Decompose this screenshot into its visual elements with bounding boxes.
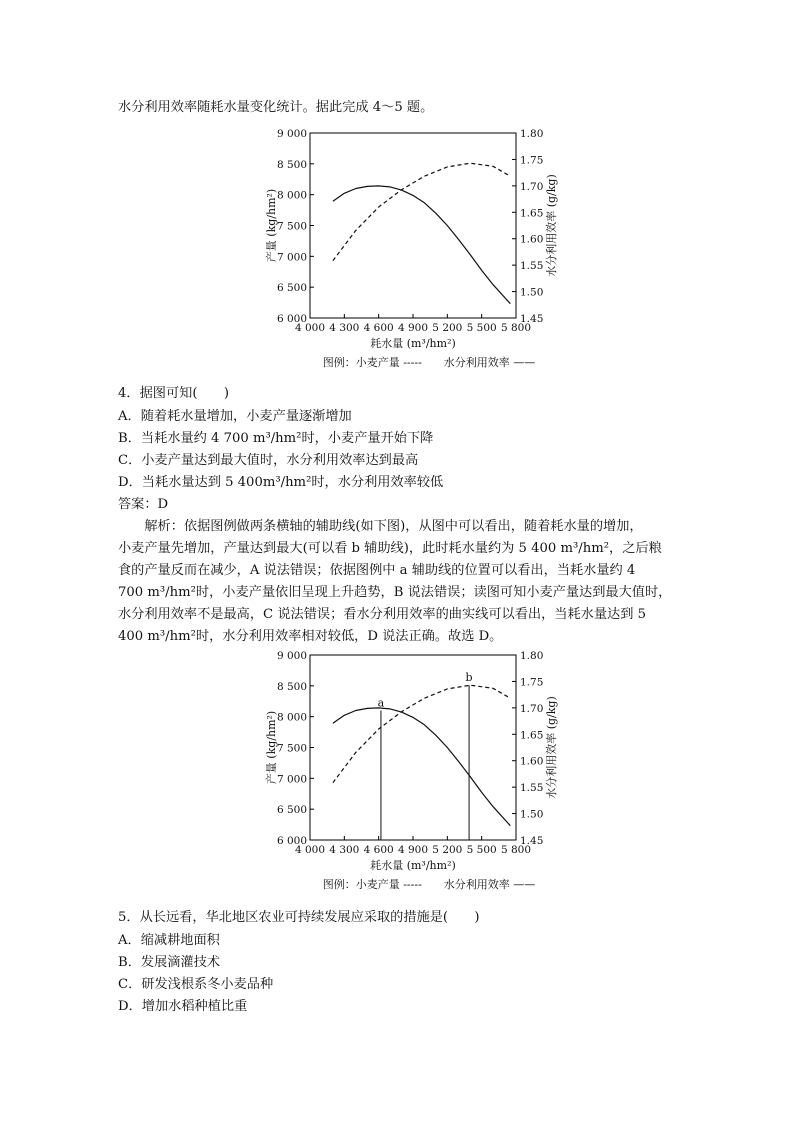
q4-option-a: A．随着耗水量增加，小麦产量逐渐增加 [118, 409, 352, 424]
q4-stem: 4．据图可知( ) [118, 386, 229, 401]
q4-option-c: C．小麦产量达到最大值时，水分利用效率达到最高 [118, 453, 419, 468]
chart-2-x-tick-label: 4 000 [294, 844, 326, 856]
chart-1-svg [248, 124, 568, 374]
chart-1-x-tick-label: 4 600 [363, 322, 394, 334]
chart-2-guide-label-a: a [377, 696, 385, 710]
chart-1-y-left-tick-label: 6 000 [276, 313, 307, 325]
chart-2-y-right-axis-label: 水分利用效率 (g/kg) [545, 696, 558, 799]
chart-2-x-axis-label: 耗水量 (m³/hm²) [370, 859, 456, 872]
chart-1-y-right-tick-label: 1.65 [520, 207, 544, 220]
chart-1-legend: 图例：小麦产量 ----- 水分利用效率 —— [322, 356, 536, 369]
chart-2-y-left-tick-label: 6 500 [276, 804, 307, 817]
chart-1-y-right-axis-label: 水分利用效率 (g/kg) [545, 174, 558, 277]
q5-option-d: D．增加水稻种植比重 [118, 999, 248, 1014]
chart-2-svg [248, 646, 568, 896]
chart-2-y-left-tick-label: 8 000 [276, 711, 307, 724]
chart-2-y-left-tick-label: 8 500 [276, 680, 307, 693]
q5-option-a: A．缩减耕地面积 [118, 933, 220, 948]
chart-1-x-tick-label: 5 800 [500, 322, 532, 334]
chart-1-y-right-tick-label: 1.55 [520, 260, 544, 273]
chart-1-series-efficiency-line [333, 186, 510, 304]
chart-2-y-left-axis-label: 产量 (kg/hm²) [265, 710, 278, 785]
chart-1-x-axis-label: 耗水量 (m³/hm²) [370, 337, 456, 350]
chart-1-x-tick-label: 4 900 [397, 322, 429, 334]
chart-2-y-right-tick-label: 1.80 [520, 650, 544, 662]
chart-1-x-tick-label: 4 000 [294, 322, 326, 334]
chart-1-y-right-tick-label: 1.45 [520, 313, 544, 325]
chart-2-x-tick-label: 5 800 [500, 844, 532, 856]
chart-1-x-tick-label: 5 500 [466, 322, 497, 334]
q4-analysis-line-3: 食的产量反而在减少，A 说法错误；依据图例中 a 辅助线的位置可以看出，当耗水量约 4 [118, 563, 636, 578]
q4-analysis-line-2: 小麦产量先增加，产量达到最大(可以看 b 辅助线)，此时耗水量约为 5 400 m³/hm²，之后粮 [118, 541, 662, 556]
chart-2-series-yield-line [333, 685, 510, 783]
q4-analysis-line-1: 解析：依据图例做两条横轴的辅助线(如下图)，从图中可以看出，随着耗水量的增加， [118, 519, 643, 534]
q5-stem: 5．从长远看，华北地区农业可持续发展应采取的措施是( ) [118, 910, 480, 925]
chart-2-guide-label-b: b [465, 671, 473, 685]
chart-1-y-right-tick-label: 1.50 [520, 286, 544, 299]
chart-1-y-left-tick-label: 6 500 [276, 282, 307, 295]
chart-1-y-left-tick-label: 8 000 [276, 189, 307, 202]
chart-2-x-tick-label: 4 600 [363, 844, 394, 856]
chart-2-x-tick-label: 4 900 [397, 844, 429, 856]
chart-2-series-efficiency-line [333, 708, 510, 826]
chart-1-y-right-tick-label: 1.70 [520, 180, 544, 193]
chart-1-y-left-tick-label: 8 500 [276, 158, 307, 171]
chart-2-y-left-tick-label: 9 000 [276, 650, 307, 662]
q5-option-c: C．研发浅根系冬小麦品种 [118, 977, 274, 992]
chart-2-y-right-tick-label: 1.60 [520, 755, 544, 768]
chart-2-y-left-tick-label: 6 000 [276, 835, 307, 847]
chart-1 [248, 124, 568, 374]
chart-2-x-tick-label: 4 300 [329, 844, 360, 856]
chart-1-x-tick-label: 4 300 [329, 322, 360, 334]
chart-2-x-tick-label: 5 200 [432, 844, 463, 856]
chart-1-y-left-axis-label: 产量 (kg/hm²) [265, 188, 278, 263]
chart-2-y-right-tick-label: 1.70 [520, 702, 544, 715]
chart-1-y-left-tick-label: 7 000 [276, 251, 307, 264]
chart-1-y-left-tick-label: 9 000 [276, 128, 307, 140]
chart-1-plot-frame [310, 133, 516, 318]
q4-option-b: B．当耗水量约 4 700 m³/hm²时，小麦产量开始下降 [118, 431, 434, 446]
chart-2-x-tick-label: 5 500 [466, 844, 497, 856]
chart-2-y-right-tick-label: 1.45 [520, 835, 544, 847]
chart-2-y-right-tick-label: 1.55 [520, 782, 544, 795]
chart-1-x-tick-label: 5 200 [432, 322, 463, 334]
chart-2-plot-frame [310, 655, 516, 840]
chart-1-series-yield-line [333, 163, 510, 261]
q4-analysis-line-6: 400 m³/hm²时，水分利用效率相对较低，D 说法正确。故选 D。 [118, 629, 503, 644]
chart-2-y-right-tick-label: 1.75 [520, 676, 544, 689]
chart-1-y-left-tick-label: 7 500 [276, 220, 307, 233]
q4-analysis-line-4: 700 m³/hm²时，小麦产量依旧呈现上升趋势，B 说法错误；读图可知小麦产量达到最大值时， [118, 585, 672, 600]
q4-analysis-line-5: 水分利用效率不是最高，C 说法错误；看水分利用效率的曲实线可以看出，当耗水量达到 5 [118, 607, 646, 622]
chart-2-y-left-tick-label: 7 000 [276, 773, 307, 786]
q5-option-b: B．发展滴灌技术 [118, 955, 221, 970]
chart-1-y-right-tick-label: 1.80 [520, 128, 544, 140]
chart-2-legend: 图例：小麦产量 ----- 水分利用效率 —— [322, 878, 536, 891]
chart-1-y-right-tick-label: 1.75 [520, 154, 544, 167]
chart-1-y-right-tick-label: 1.60 [520, 233, 544, 246]
q4-answer: 答案：D [118, 497, 169, 512]
q4-option-d: D．当耗水量达到 5 400m³/hm²时，水分利用效率较低 [118, 475, 444, 490]
intro-text: 水分利用效率随耗水量变化统计。据此完成 4～5 题。 [118, 100, 434, 115]
chart-2-y-right-tick-label: 1.65 [520, 729, 544, 742]
chart-2-y-left-tick-label: 7 500 [276, 742, 307, 755]
chart-2-y-right-tick-label: 1.50 [520, 808, 544, 821]
chart-2 [248, 646, 568, 896]
